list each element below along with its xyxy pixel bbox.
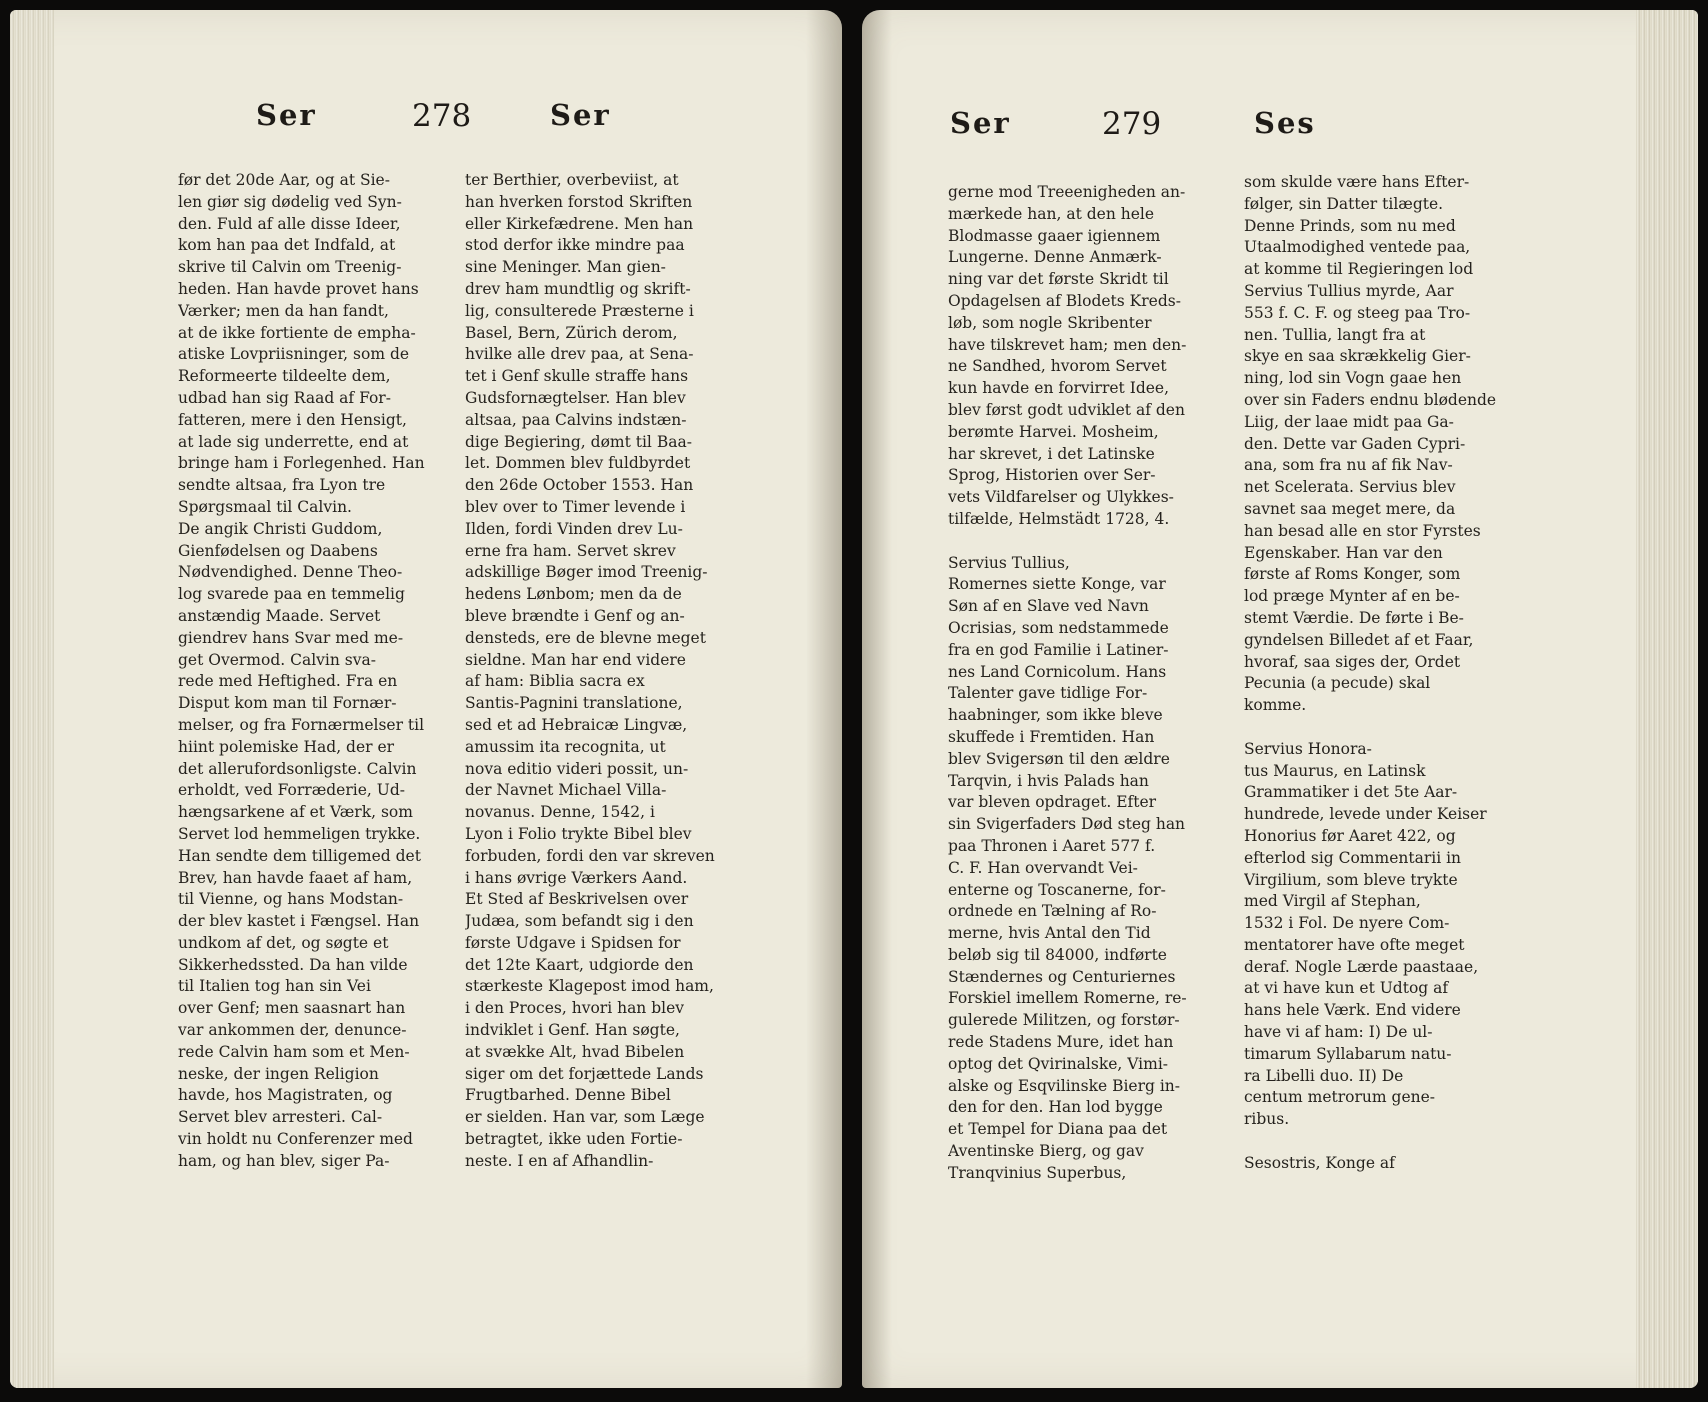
text-line: ne Sandhed, hvorom Servet [948, 357, 1167, 376]
text-line: net Scelerata. Servius blev [1244, 478, 1456, 497]
text-line: Tranqvinius Superbus, [948, 1163, 1127, 1182]
text-line: hvilke alle drev paa, at Sena- [465, 345, 694, 364]
text-line: ning, lod sin Vogn gaae hen [1244, 369, 1462, 388]
text-line: var bleven opdraget. Efter [948, 793, 1157, 812]
text-line: forbuden, fordi den var skreven [465, 846, 715, 865]
text-line: have tilskrevet ham; men den- [948, 335, 1187, 354]
text-line: var ankommen der, denunce- [178, 1021, 407, 1040]
text-line: skuffede i Fremtiden. Han [948, 727, 1155, 746]
left-page-number: 278 [412, 98, 472, 134]
text-line: løb, som nogle Skribenter [948, 313, 1152, 332]
text-line: har skrevet, i det Latinske [948, 444, 1155, 463]
text-line: hundrede, levede under Keiser [1244, 805, 1487, 824]
right-column-1 [948, 182, 1222, 1185]
text-line: at svække Alt, hvad Bibelen [465, 1042, 685, 1061]
text-line: Pecunia (a pecude) skal [1244, 674, 1431, 693]
text-line: Gienfødelsen og Daabens [178, 541, 378, 560]
text-line: Brev, han havde faaet af ham, [178, 868, 413, 887]
text-line: bleve brændte i Genf og an- [465, 606, 685, 625]
text-line: rede Calvin ham som et Men- [178, 1042, 410, 1061]
text-line: eller Kirkefædrene. Men han [465, 214, 694, 233]
text-line: han hverken forstod Skriften [465, 192, 693, 211]
right-page-number: 279 [1102, 106, 1162, 142]
text-line: C. F. Han overvandt Vei- [948, 858, 1138, 877]
text-line: i hans øvrige Værkers Aand. [465, 868, 688, 887]
text-line: sed et ad Hebraicæ Lingvæ, [465, 715, 688, 734]
text-line: gulerede Militzen, og forstør- [948, 1011, 1180, 1030]
text-line: sendte altsaa, fra Lyon tre [178, 476, 386, 495]
text-line: Liig, der laae midt paa Ga- [1244, 412, 1454, 431]
text-line: blev Svigersøn til den ældre [948, 749, 1170, 768]
text-line: et Tempel for Diana paa det [948, 1120, 1168, 1139]
text-line: anstændig Maade. Servet [178, 606, 381, 625]
text-line: Søn af en Slave ved Navn [948, 597, 1149, 616]
text-line: mentatorer have ofte meget [1244, 935, 1465, 954]
text-line: 553 f. C. F. og steeg paa Tro- [1244, 303, 1471, 322]
text-line: blev først godt udviklet af den [948, 400, 1185, 419]
text-line: Virgilium, som bleve trykte [1244, 870, 1458, 889]
text-line: undkom af det, og søgte et [178, 933, 389, 952]
text-line [1244, 717, 1516, 739]
left-header-left-word: Ser [256, 98, 317, 132]
text-line: er sielden. Han var, som Læge [465, 1108, 705, 1127]
text-line: betragtet, ikke uden Fortie- [465, 1130, 683, 1149]
text-line: den 26de October 1553. Han [465, 476, 694, 495]
text-line: have vi af ham: I) De ul- [1244, 1023, 1433, 1042]
text-line: komme. [1244, 696, 1307, 715]
text-line: densteds, ere de blevne meget [465, 628, 706, 647]
right-page-edges [1636, 10, 1698, 1388]
text-line: Frugtbarhed. Denne Bibel [465, 1086, 671, 1105]
text-line: ham, og han blev, siger Pa- [178, 1151, 390, 1170]
text-line: beløb sig til 84000, indførte [948, 945, 1167, 964]
left-page [10, 10, 842, 1388]
text-line: kun havde en forvirret Idee, [948, 379, 1170, 398]
text-line: Servius Honora- [1244, 739, 1372, 758]
text-line: den. Fuld af alle disse Ideer, [178, 214, 401, 233]
text-line: Santis-Pagnini translatione, [465, 694, 683, 713]
text-line: rede med Heftighed. Fra en [178, 672, 398, 691]
text-line: De angik Christi Guddom, [178, 519, 383, 538]
text-line: lod præge Mynter af en be- [1244, 587, 1460, 606]
text-line: Lungerne. Denne Anmærk- [948, 248, 1162, 267]
text-line: fra en god Familie i Latiner- [948, 640, 1169, 659]
right-gutter-shadow [862, 10, 892, 1388]
text-line: centum metrorum gene- [1244, 1088, 1436, 1107]
text-line: havde, hos Magistraten, og [178, 1086, 393, 1105]
text-line: sine Meninger. Man gien- [465, 258, 666, 277]
text-line: rede Stadens Mure, idet han [948, 1033, 1174, 1052]
text-line: at vi have kun et Udtog af [1244, 979, 1449, 998]
text-line: 1532 i Fol. De nyere Com- [1244, 914, 1450, 933]
right-page-header [862, 106, 1698, 156]
text-line: Nødvendighed. Denne Theo- [178, 563, 403, 582]
text-line: lig, consulterede Præsterne i [465, 301, 694, 320]
text-line: atiske Lovpriisninger, som de [178, 345, 410, 364]
text-line: get Overmod. Calvin sva- [178, 650, 376, 669]
text-line: optog det Qvirinalske, Vimi- [948, 1054, 1169, 1073]
text-line: Judæa, som befandt sig i den [465, 912, 694, 931]
text-line: tet i Genf skulle straffe hans [465, 367, 689, 386]
text-line: udbad han sig Raad af For- [178, 388, 391, 407]
text-line: Sikkerhedssted. Da han vilde [178, 955, 408, 974]
text-line: fatteren, mere i den Hensigt, [178, 410, 407, 429]
text-line: Basel, Bern, Zürich derom, [465, 323, 678, 342]
text-line: blev over to Timer levende i [465, 497, 686, 516]
text-line: sieldne. Man har end videre [465, 650, 686, 669]
text-line: Tarqvin, i hvis Palads han [948, 771, 1149, 790]
right-page [862, 10, 1698, 1388]
text-line: Utaalmodighed ventede paa, [1244, 238, 1471, 257]
text-line: Ilden, fordi Vinden drev Lu- [465, 519, 683, 538]
text-line: den. Dette var Gaden Cypri- [1244, 434, 1466, 453]
text-line: det allerufordsonligste. Calvin [178, 759, 417, 778]
text-line: at de ikke fortiente de empha- [178, 323, 416, 342]
text-line: tus Maurus, en Latinsk [1244, 761, 1426, 780]
text-line: Servius Tullius myrde, Aar [1244, 281, 1454, 300]
text-line: med Virgil af Stephan, [1244, 892, 1421, 911]
text-line: timarum Syllabarum natu- [1244, 1044, 1452, 1063]
text-line: haabninger, som ikke bleve [948, 706, 1163, 725]
text-line: bringe ham i Forlegenhed. Han [178, 454, 425, 473]
text-line: Honorius før Aaret 422, og [1244, 826, 1456, 845]
text-line: som skulde være hans Efter- [1244, 173, 1470, 191]
text-line: Denne Prinds, som nu med [1244, 216, 1456, 235]
text-line: Stændernes og Centuriernes [948, 967, 1176, 986]
text-line: første Udgave i Spidsen for [465, 933, 681, 952]
text-line: erholdt, ved Forræderie, Ud- [178, 781, 405, 800]
text-line: Lyon i Folio trykte Bibel blev [465, 824, 692, 843]
text-line: alske og Esqvilinske Bierg in- [948, 1076, 1181, 1095]
text-line: Blodmasse gaaer igiennem [948, 226, 1161, 245]
text-line: drev ham mundtlig og skrift- [465, 279, 691, 298]
text-line: Sesostris, Konge af [1244, 1153, 1395, 1172]
text-line: skye en saa skrækkelig Gier- [1244, 347, 1471, 366]
text-line: neske, der ingen Religion [178, 1064, 379, 1083]
text-line: hedens Lønbom; men da de [465, 585, 682, 604]
text-line: Et Sted af Beskrivelsen over [465, 890, 689, 909]
text-line [948, 531, 1222, 553]
text-line: ordnede en Tælning af Ro- [948, 902, 1157, 921]
left-column-2 [465, 170, 750, 1173]
text-line: Grammatiker i det 5te Aar- [1244, 783, 1458, 802]
text-line: at komme til Regieringen lod [1244, 260, 1474, 279]
text-line: i den Proces, hvori han blev [465, 999, 685, 1018]
text-line: indviklet i Genf. Han søgte, [465, 1021, 680, 1040]
right-header-right-word: Ses [1254, 106, 1316, 140]
left-gutter-shadow [806, 10, 842, 1388]
text-line: amussim ita recognita, ut [465, 737, 666, 756]
text-line: den for den. Han lod bygge [948, 1098, 1163, 1117]
text-line: over sin Faders endnu blødende [1244, 390, 1497, 409]
text-line: Romernes siette Konge, var [948, 575, 1166, 594]
text-line: vin holdt nu Conferenzer med [178, 1130, 413, 1149]
text-line: stærkeste Klagepost imod ham, [465, 977, 714, 996]
text-line: til Italien tog han sin Vei [178, 977, 371, 996]
text-line: efterlod sig Commentarii in [1244, 848, 1462, 867]
text-line: savnet saa meget mere, da [1244, 499, 1456, 518]
text-line: til Vienne, og hans Modstan- [178, 890, 404, 909]
text-line: ter Berthier, overbeviist, at [465, 171, 679, 189]
text-line: mærkede han, at den hele [948, 204, 1155, 223]
text-line: tilfælde, Helmstädt 1728, 4. [948, 509, 1170, 528]
left-page-edges [10, 10, 54, 1388]
text-line [1244, 1131, 1516, 1153]
right-header-left-word: Ser [950, 106, 1011, 140]
text-line: han besad alle en stor Fyrstes [1244, 521, 1481, 540]
text-line: Ocrisias, som nedstammede [948, 618, 1169, 637]
text-line: Værker; men da han fandt, [178, 301, 389, 320]
text-line: ana, som fra nu af fik Nav- [1244, 456, 1453, 475]
text-line: der Navnet Michael Villa- [465, 781, 667, 800]
text-line: deraf. Nogle Lærde paastaae, [1244, 957, 1479, 976]
text-line: nen. Tullia, langt fra at [1244, 325, 1426, 344]
text-line: nes Land Cornicolum. Hans [948, 662, 1167, 681]
text-line: gerne mod Treeenigheden an- [948, 183, 1186, 201]
text-line: hængsarkene af et Værk, som [178, 803, 413, 822]
text-line: melser, og fra Fornærmelser til [178, 715, 425, 734]
text-line: første af Roms Konger, som [1244, 565, 1461, 584]
text-line: paa Thronen i Aaret 577 f. [948, 836, 1156, 855]
text-line: Talenter gave tidlige For- [948, 684, 1148, 703]
text-line: vets Vildfarelser og Ulykkes- [948, 488, 1174, 507]
text-line: der blev kastet i Fængsel. Han [178, 912, 420, 931]
text-line: Servet lod hemmeligen trykke. [178, 824, 421, 843]
text-line: skrive til Calvin om Treenig- [178, 258, 402, 277]
text-line: Aventinske Bierg, og gav [948, 1142, 1144, 1161]
text-line: det 12te Kaart, udgiorde den [465, 955, 694, 974]
text-line: før det 20de Aar, og at Sie- [178, 171, 390, 189]
text-line: giendrev hans Svar med me- [178, 628, 404, 647]
text-line: ribus. [1244, 1110, 1290, 1129]
text-line: Servius Tullius, [948, 553, 1070, 572]
text-line: Spørgsmaal til Calvin. [178, 497, 352, 516]
text-line: siger om det forjættede Lands [465, 1064, 704, 1083]
text-line: hans hele Værk. End videre [1244, 1001, 1461, 1020]
text-line: Han sendte dem tilligemed det [178, 846, 421, 865]
text-line: Reformeerte tildeelte dem, [178, 367, 391, 386]
text-line: over Genf; men saasnart han [178, 999, 406, 1018]
text-line: novanus. Denne, 1542, i [465, 803, 655, 822]
text-line: erne fra ham. Servet skrev [465, 541, 676, 560]
text-line: Opdagelsen af Blodets Kreds- [948, 291, 1181, 310]
right-column-2 [1244, 172, 1516, 1175]
text-line: Forskiel imellem Romerne, re- [948, 989, 1187, 1008]
text-line: ning var det første Skridt til [948, 270, 1169, 289]
text-line: kom han paa det Indfald, at [178, 236, 396, 255]
text-line: heden. Han havde provet hans [178, 279, 419, 298]
text-line: Sprog, Historien over Ser- [948, 466, 1156, 485]
text-line: Servet blev arresteri. Cal- [178, 1108, 383, 1127]
text-line: sin Svigerfaders Død steg han [948, 815, 1186, 834]
text-line: gyndelsen Billedet af et Faar, [1244, 630, 1474, 649]
text-line: altsaa, paa Calvins indstæn- [465, 410, 687, 429]
text-line: dige Begiering, dømt til Baa- [465, 432, 692, 451]
text-line: neste. I en af Afhandlin- [465, 1151, 654, 1170]
text-line: nova editio videri possit, un- [465, 759, 689, 778]
text-line: at lade sig underrette, end at [178, 432, 409, 451]
text-line: stemt Værdie. De førte i Be- [1244, 608, 1464, 627]
text-line: stod derfor ikke mindre paa [465, 236, 685, 255]
text-line: Gudsfornægtelser. Han blev [465, 388, 686, 407]
text-line: let. Dommen blev fuldbyrdet [465, 454, 691, 473]
text-line: følger, sin Datter tilægte. [1244, 194, 1444, 213]
left-header-right-word: Ser [550, 98, 611, 132]
text-line: log svarede paa en temmelig [178, 585, 405, 604]
text-line: merne, hvis Antal den Tid [948, 924, 1151, 943]
text-line: Disput kom man til Fornær- [178, 694, 397, 713]
text-line: enterne og Toscanerne, for- [948, 880, 1166, 899]
text-line: berømte Harvei. Mosheim, [948, 422, 1159, 441]
text-line: af ham: Biblia sacra ex [465, 672, 645, 691]
text-line: ra Libelli duo. II) De [1244, 1066, 1404, 1085]
left-column-1 [178, 170, 458, 1173]
text-line: len giør sig dødelig ved Syn- [178, 192, 402, 211]
text-line: hiint polemiske Had, der er [178, 737, 395, 756]
text-line: adskillige Bøger imod Treenig- [465, 563, 708, 582]
text-line: Egenskaber. Han var den [1244, 543, 1443, 562]
left-page-header [10, 98, 842, 148]
text-line: hvoraf, saa siges der, Ordet [1244, 652, 1461, 671]
